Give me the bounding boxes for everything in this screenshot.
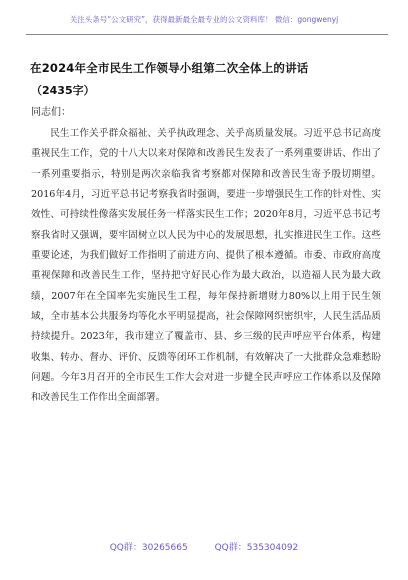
header-banner: 关注头条号“公文研究”，获得最新最全最专业的公文资料库！ 微信：gongwenyj xyxy=(69,15,339,24)
footer xyxy=(0,540,408,553)
document-title: 在2024年全市民生工作领导小组第二次全体上的讲话 xyxy=(30,61,309,75)
document-word-count: （2435字） xyxy=(31,84,95,97)
body-paragraph: 民生工作关乎群众福祉、关乎执政理念、关乎高质量发展。习近平总书记高度重视民生工作，党的十八大以来对保障和改善民生发表了一系列重要讲话、作出了一系列重要指示，特别是两次亲临我省考察都对保障和改善民生寄予殷切期望。2016年4月，习近平总书记考察我省时强调，要进一步增强民生工作的针对性、实效性、可持续性像落实发展任务一样落实民生工作；2020年8月，习近平总书记考察我省时又强调，要牢固树立以人民为中心的发展思想，扎实推进民生工作。这些重要论述，为我们做好工作指明了前进方向、提供了根本遵循。市委、市政府高度重视保障和改善民生工作，坚持把守好民心作为最大政治，以造福人民为最大政绩，2007年在全国率先实施民生工程，每年保持新增财力80%以上用于民生领域，全市基本公共服务均等化水平明显提高，社会保障网织密织牢，人民生活品质持续提升。2023年，我市建立了覆盖市、县、乡三级的民声呼应平台体系，构建收集、转办、督办、评价、反馈等闭环工作机制，有效解决了一大批群众急难愁盼问题。今年3月召开的全市民生工作大会对进一步健全民声呼应工作体系以及保障和改善民生工作作出全面部署。 xyxy=(31,128,381,404)
footer-qq-group-2: QQ群：535304092 xyxy=(214,543,299,553)
footer-qq-group-1: QQ群：30265665 xyxy=(109,543,188,553)
header-divider xyxy=(26,34,388,35)
greeting: 同志们： xyxy=(31,107,71,118)
